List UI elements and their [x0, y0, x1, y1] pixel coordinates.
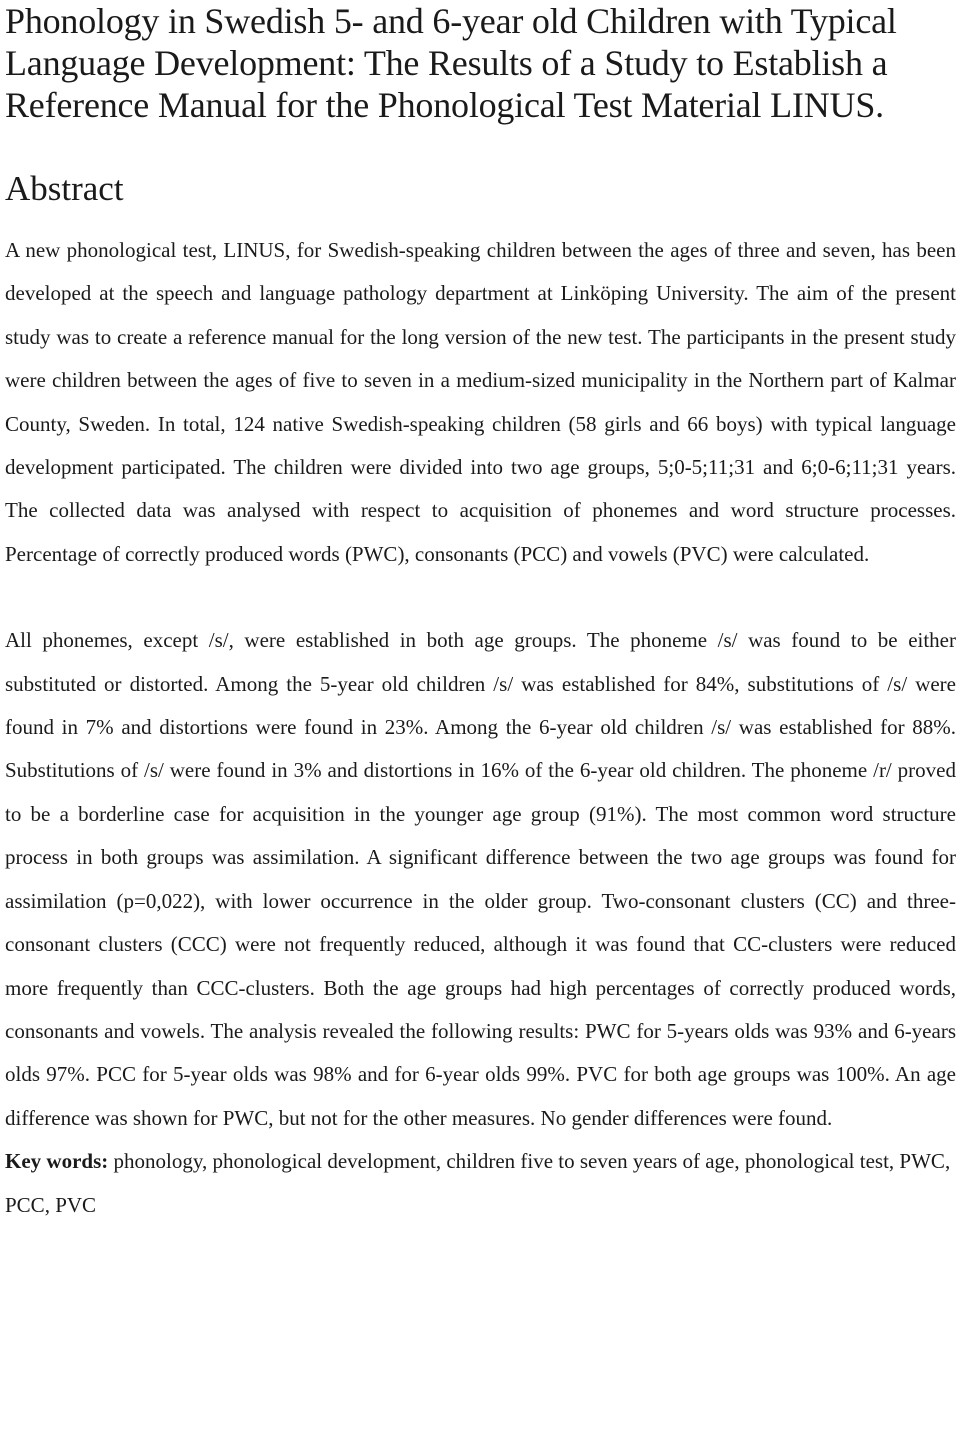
- keywords-line: [5, 1140, 956, 1227]
- keywords-label: Key words:: [5, 1149, 109, 1174]
- abstract-heading: Abstract: [5, 169, 124, 208]
- abstract-paragraph-1: A new phonological test, LINUS, for Swedish-speaking children between the ages of three and seven, has been developed at the speech and language pathology department at Linköping University. The aim of the present study was to create a reference manual for the long version of the new test. The participants in the present study were children between the ages of five to seven in a medium-sized municipality in the Northern part of Kalmar County, Sweden. In total, 124 native Swedish-speaking children (58 girls and 66 boys) with typical language development participated. The children were divided into two age groups, 5;0-5;11;31 and 6;0-6;11;31 years. The collected data was analysed with respect to acquisition of phonemes and word structure processes. Percentage of correctly produced words (PWC), consonants (PCC) and vowels (PVC) were calculated.: [5, 238, 956, 566]
- abstract-paragraph-2: All phonemes, except /s/, were established in both age groups. The phoneme /s/ was found to be either substituted or distorted. Among the 5-year old children /s/ was established for 84%, substitutions of /s/ were found in 7% and distortions were found in 23%. Among the 6-year old children /s/ was established for 88%. Substitutions of /s/ were found in 3% and distortions in 16% of the 6-year old children. The phoneme /r/ proved to be a borderline case for acquisition in the younger age group (91%). The most common word structure process in both groups was assimilation. A significant difference between the two age groups was found for assimilation (p=0,022), with lower occurrence in the older group. Two-consonant clusters (CC) and three-consonant clusters (CCC) were not frequently reduced, although it was found that CC-clusters were reduced more frequently than CCC-clusters. Both the age groups had high percentages of correctly produced words, consonants and vowels. The analysis revealed the following results: PWC for 5-years olds was 93% and 6-years olds 97%. PCC for 5-year olds was 98% and for 6-year olds 99%. PVC for both age groups was 100%. An age difference was shown for PWC, but not for the other measures. No gender differences were found.: [5, 628, 956, 1130]
- paper-title: Phonology in Swedish 5- and 6-year old Children with Typical Language Development: The Results of a Study to Establish a Reference Manual for the Phonological Test Material LINUS.: [5, 1, 897, 125]
- keywords-text: phonology, phonological development, children five to seven years of age, phonological test, PWC, PCC, PVC: [5, 1149, 951, 1217]
